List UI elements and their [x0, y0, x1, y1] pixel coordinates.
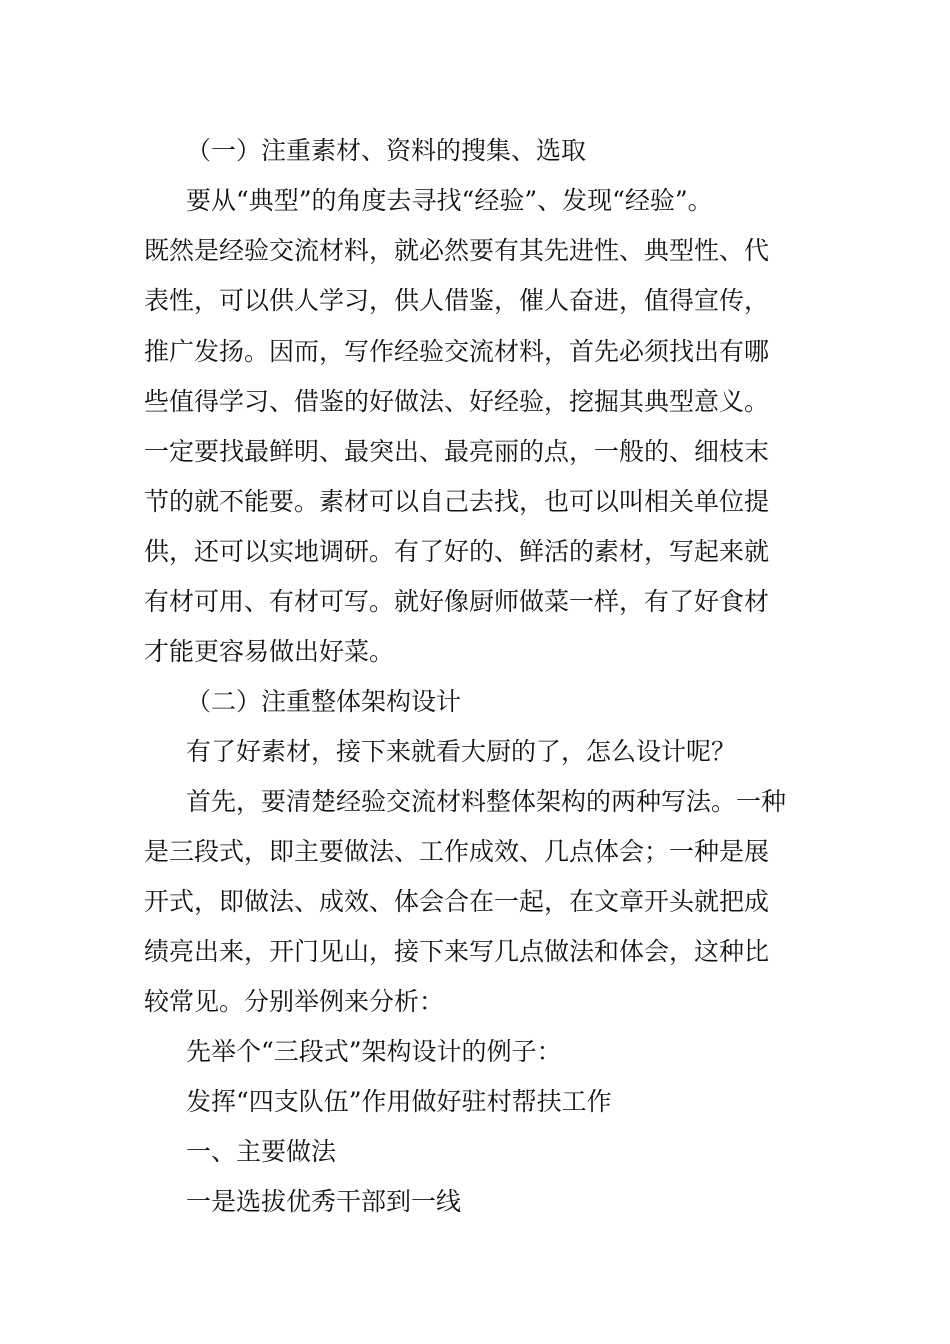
paragraph-line: 才能更容易做出好菜。	[144, 637, 395, 666]
paragraph-line: 推广发扬。因而，写作经验交流材料，首先必须找出有哪	[144, 337, 770, 366]
paragraph-line: 较常见。分别举例来分析：	[144, 987, 445, 1016]
paragraph-line: 绩亮出来，开门见山，接下来写几点做法和体会，这种比	[144, 937, 770, 966]
section-heading-1: （一）注重素材、资料的搜集、选取	[186, 136, 587, 165]
paragraph-line: 节的就不能要。素材可以自己去找，也可以叫相关单位提	[144, 487, 770, 516]
section-heading-2: （二）注重整体架构设计	[186, 687, 462, 716]
paragraph-line: 供，还可以实地调研。有了好的、鲜活的素材，写起来就	[144, 537, 770, 566]
paragraph-line: 有了好素材，接下来就看大厨的了，怎么设计呢？	[186, 737, 737, 766]
paragraph-line: 要从“典型”的角度去寻找“经验”、发现“经验”。	[186, 186, 713, 215]
paragraph-line: 表性，可以供人学习，供人借鉴，催人奋进，值得宣传，	[144, 286, 770, 315]
example-title: 发挥“四支队伍”作用做好驻村帮扶工作	[186, 1087, 612, 1116]
paragraph-line: 首先，要清楚经验交流材料整体架构的两种写法。一种	[186, 787, 787, 816]
paragraph-line: 既然是经验交流材料，就必然要有其先进性、典型性、代	[144, 236, 770, 265]
example-subheading: 一、主要做法	[186, 1137, 337, 1166]
example-item: 一是选拔优秀干部到一线	[186, 1187, 462, 1216]
paragraph-line: 是三段式，即主要做法、工作成效、几点体会；一种是展	[144, 837, 770, 866]
paragraph-line: 先举个“三段式”架构设计的例子：	[186, 1037, 562, 1066]
paragraph-line: 有材可用、有材可写。就好像厨师做菜一样，有了好食材	[144, 587, 770, 616]
paragraph-line: 一定要找最鲜明、最突出、最亮丽的点，一般的、细枝末	[144, 437, 770, 466]
paragraph-line: 开式，即做法、成效、体会合在一起，在文章开头就把成	[144, 887, 770, 916]
paragraph-line: 些值得学习、借鉴的好做法、好经验，挖掘其典型意义。	[144, 387, 770, 416]
